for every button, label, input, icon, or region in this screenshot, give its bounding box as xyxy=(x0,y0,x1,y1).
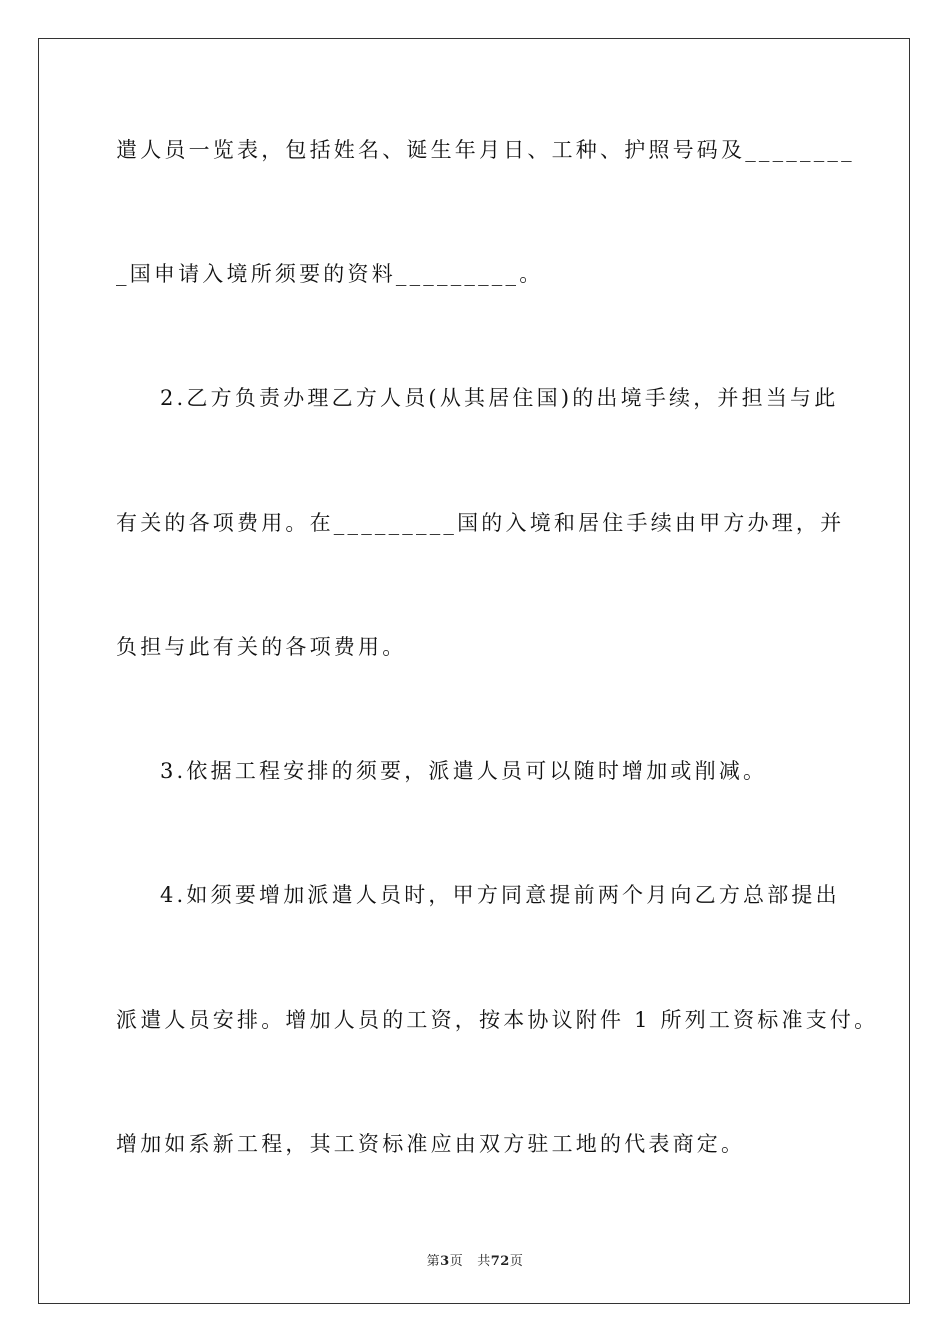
page-footer xyxy=(0,1250,950,1269)
footer-page-prefix: 第 xyxy=(426,1254,441,1269)
paragraph-3-line-1: 3.依据工程安排的须要，派遣人员可以随时增加或削减。 xyxy=(160,759,768,783)
footer-total-suffix: 页 xyxy=(509,1254,524,1269)
paragraph-4-line-1: 4.如须要增加派遣人员时，甲方同意提前两个月向乙方总部提出 xyxy=(160,883,840,907)
footer-total-prefix: 共 xyxy=(477,1254,491,1269)
page-border xyxy=(38,38,910,1304)
footer-page-suffix: 页 xyxy=(449,1254,464,1269)
paragraph-4-line-2: 派遣人员安排。增加人员的工资，按本协议附件 1 所列工资标准支付。 xyxy=(116,1008,879,1032)
paragraph-1-line-2: _国申请入境所须要的资料_________。 xyxy=(116,262,544,286)
paragraph-4-line-3: 增加如系新工程，其工资标准应由双方驻工地的代表商定。 xyxy=(116,1132,746,1156)
paragraph-1-line-1: 遣人员一览表，包括姓名、诞生年月日、工种、护照号码及________ xyxy=(116,138,855,162)
footer-page-number: 3 xyxy=(440,1254,450,1269)
paragraph-2-line-2: 有关的各项费用。在_________国的入境和居住手续由甲方办理，并 xyxy=(116,511,845,535)
paragraph-2-line-3: 负担与此有关的各项费用。 xyxy=(116,635,407,659)
paragraph-2-line-1: 2.乙方负责办理乙方人员(从其居住国)的出境手续，并担当与此 xyxy=(160,386,839,410)
footer-total-pages: 72 xyxy=(490,1254,510,1269)
